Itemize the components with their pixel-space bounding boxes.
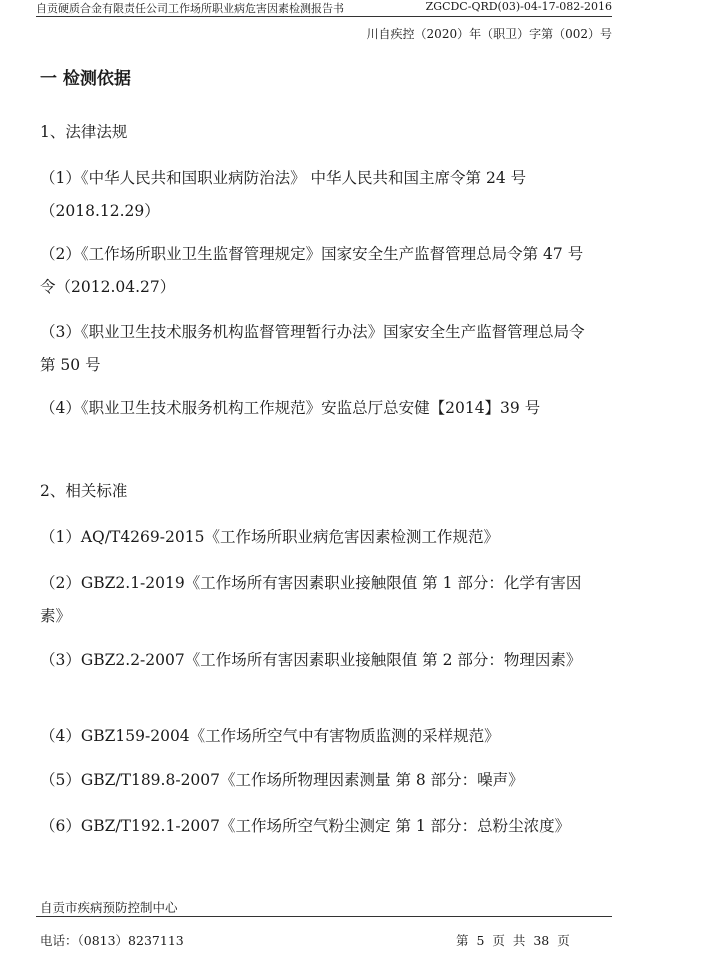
standard-item-1: （1）AQ/T4269-2015《工作场所职业病危害因素检测工作规范》 — [40, 528, 499, 546]
standard-item-6: （6）GBZ/T192.1-2007《工作场所空气粉尘测定 第 1 部分：总粉尘浓度》 — [40, 817, 571, 835]
footer-divider — [36, 916, 612, 917]
form-code: ZGCDC-QRD(03)-04-17-082-2016 — [425, 0, 612, 13]
law-item-3: （3）《职业卫生技术服务机构监督管理暂行办法》国家安全生产监督管理总局令第 50 号 — [40, 323, 585, 374]
header-divider — [36, 16, 612, 17]
standard-item-4: （4）GBZ159-2004《工作场所空气中有害物质监测的采样规范》 — [40, 727, 500, 745]
document-number: 川自疾控（2020）年（职卫）字第（002）号 — [366, 27, 612, 41]
footer-page-number: 第 5 页 共 38 页 — [456, 933, 570, 948]
law-item-4: （4）《职业卫生技术服务机构工作规范》安监总厅总安健【2014】39 号 — [40, 399, 541, 417]
footer-organization: 自贡市疾病预防控制中心 — [40, 900, 178, 915]
laws-heading: 1、法律法规 — [40, 123, 128, 141]
law-item-2: （2）《工作场所职业卫生监督管理规定》国家安全生产监督管理总局令第 47 号令（2012.04.27） — [40, 245, 584, 296]
report-title-header: 自贡硬质合金有限责任公司工作场所职业病危害因素检测报告书 — [36, 2, 344, 15]
standard-item-2: （2）GBZ2.1-2019《工作场所有害因素职业接触限值 第 1 部分：化学有害因素》 — [40, 574, 582, 625]
footer-phone: 电话：（0813）8237113 — [40, 933, 184, 948]
standard-item-3: （3）GBZ2.2-2007《工作场所有害因素职业接触限值 第 2 部分：物理因素》 — [40, 651, 582, 669]
standards-heading: 2、相关标准 — [40, 482, 128, 500]
law-item-1: （1）《中华人民共和国职业病防治法》 中华人民共和国主席令第 24 号（2018.12.29） — [40, 169, 527, 220]
section-title: 一 检测依据 — [40, 69, 131, 89]
standard-item-5: （5）GBZ/T189.8-2007《工作场所物理因素测量 第 8 部分：噪声》 — [40, 771, 524, 789]
